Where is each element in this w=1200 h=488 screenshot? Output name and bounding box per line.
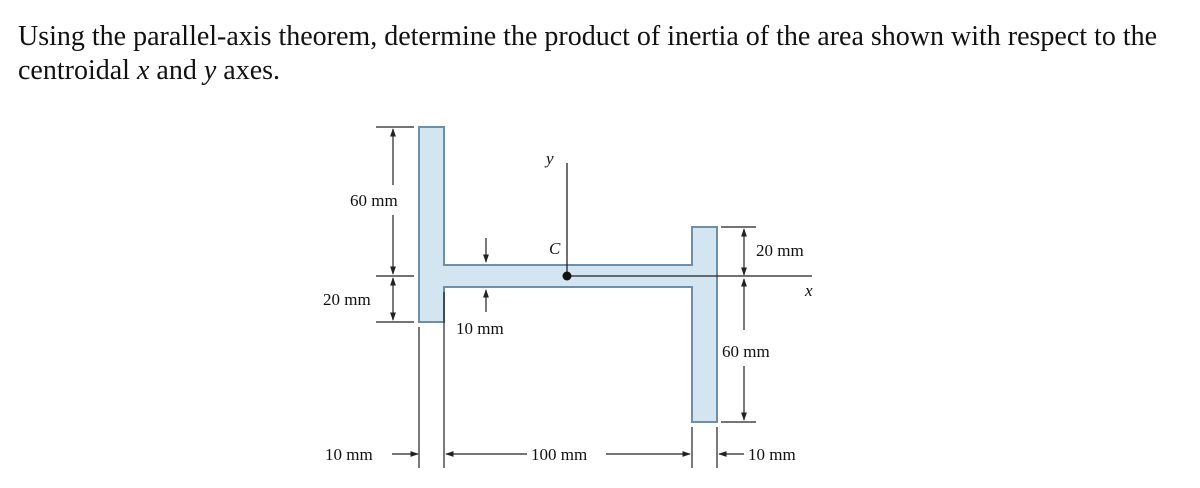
dim-bottom-center: 100 mm [531, 445, 588, 464]
centroid-point [563, 272, 572, 281]
dim-web: 10 mm [456, 319, 504, 338]
centroid-label: C [549, 239, 561, 258]
question-text-3: axes. [216, 55, 281, 86]
x-axis-label: x [805, 281, 813, 300]
y-axis-label: y [546, 149, 554, 168]
dim-right-top: 20 mm [756, 241, 804, 260]
question-text-2: and [149, 55, 204, 86]
dim-bottom-right: 10 mm [748, 445, 796, 464]
dim-bottom-left: 10 mm [325, 445, 373, 464]
dim-right-bottom: 60 mm [722, 342, 770, 361]
question-text-1: Using the parallel-axis theorem, determine the product of inertia of the area shown with respect to the centroidal [18, 21, 1158, 86]
dim-left-flange: 20 mm [323, 290, 371, 309]
question-var-x: x [136, 55, 150, 86]
question-var-y: y [203, 55, 217, 86]
dim-left-top: 60 mm [350, 191, 398, 210]
